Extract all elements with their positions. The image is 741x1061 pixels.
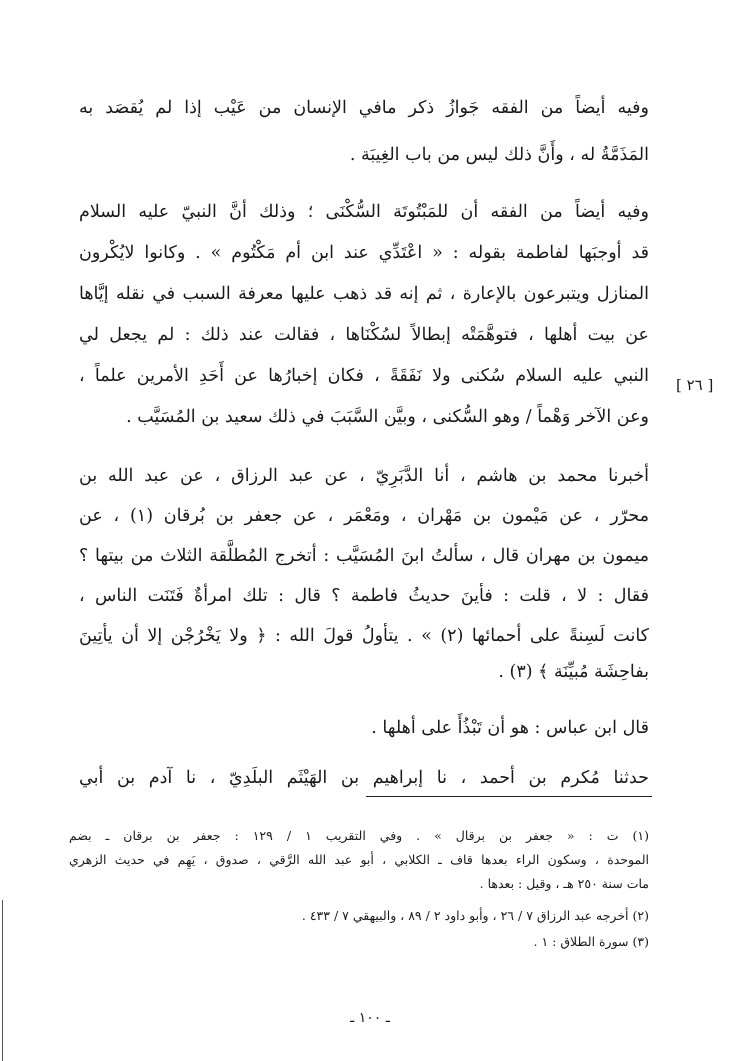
body-line: بفاحِشَة مُبيِّنَة ﴾ (٣) . <box>498 662 649 682</box>
body-line: فقال : لا ، قلت : فأينَ حديثُ فاطمة ؟ قال : تلك امرأةٌ فَتَنَت الناس ، <box>79 586 649 606</box>
body-line: وفيه أيضاً من الفقه جَوازُ ذكر مافي الإنسان من عَيْب إذا لم يُقصَد به <box>79 98 649 118</box>
body-line: المَذَمَّةُ له ، وأَنَّ ذلك ليس من باب الغِيبَة . <box>349 145 649 165</box>
body-line: أخبرنا محمد بن هاشم ، أنا الدَّبَرِيّ ، عن عبد الرزاق ، عن عبد الله بن <box>79 466 649 486</box>
body-line: محرّر ، عن مَيْمون بن مَهْران ، ومَعْمَر ، عن جعفر بن بُرقان (١) ، عن <box>79 506 649 526</box>
footnote-line: (١) ت : « جعفر بن برقال » . وفي التقريب ١ / ١٢٩ : جعفر بن برقان ـ بضم <box>69 828 649 843</box>
footnote-line: (٣) سورة الطلاق : ١ . <box>533 934 649 949</box>
footnote-line: مات سنة ٢٥٠ هـ ، وقيل : بعدها . <box>479 876 649 891</box>
footnote-line: (٢) أخرجه عبد الرزاق ٧ / ٢٦ ، وأبو داود ٢ / ٨٩ ، والبيهقي ٧ / ٤٣٣ . <box>301 908 649 923</box>
body-line: المنازل ويتبرعون بالإعارة ، ثم إنه قد ذهب عليها معرفة السبب في نقله إيَّاها <box>79 284 649 304</box>
page-number: ـ ١٠٠ ـ <box>350 1010 390 1026</box>
scan-edge-line <box>2 900 3 1061</box>
manuscript-page-marker: [ ٢٦ ] <box>676 376 714 394</box>
footnote-line: الموحدة ، وسكون الراء بعدها قاف ـ الكلابي ، أبو عبد الله الرَّقي ، صدوق ، يَهِم في حديث الزهري <box>69 852 649 867</box>
body-line: ميمون بن مهران قال ، سألتُ ابنَ المُسَيَّب : أتخرج المُطلَّقة الثلاث من بيتها ؟ <box>79 546 649 566</box>
body-line: قد أوجبَها لفاطمة بقوله : « اعْتَدِّي عند ابن أم مَكْتُوم » . وكانوا لايُكْرون <box>79 243 649 263</box>
body-line: وعن الآخر وَهْماً / وهو السُّكنى ، وبيَّن السَّبَبَ في ذلك سعيد بن المُسَيَّب . <box>126 407 649 427</box>
body-line: النبي عليه السلام سُكنى ولا نَفَقَةً ، فكان إخبارُها عن أَحَدِ الأمرين علماً ، <box>79 366 649 386</box>
body-line: عن بيت أهلها ، فتوهَّمَتْه إبطالاً لسُكْنَاها ، فقالت عند ذلك : لم يجعل لي <box>79 325 649 345</box>
body-line: حدثنا مُكرم بن أحمد ، نا إبراهيم بن الهَيْثَم البلَدِيّ ، نا آدم بن أبي <box>79 768 649 788</box>
footnotes <box>69 0 649 960</box>
body-line: وفيه أيضاً من الفقه أن للمَبْتُوتَة السُّكْنَى ؛ وذلك أنَّ النبيّ عليه السلام <box>79 202 649 222</box>
body-line: قال ابن عباس : هو أن تَبْذُأَ على أهلها . <box>371 718 649 738</box>
body-line: كانت لَسِنةً على أحمائها (٢) » . يتأولُ قولَ الله : ﴿ ولا يَخْرُجْن إلا أن يأتِينَ <box>79 626 650 646</box>
